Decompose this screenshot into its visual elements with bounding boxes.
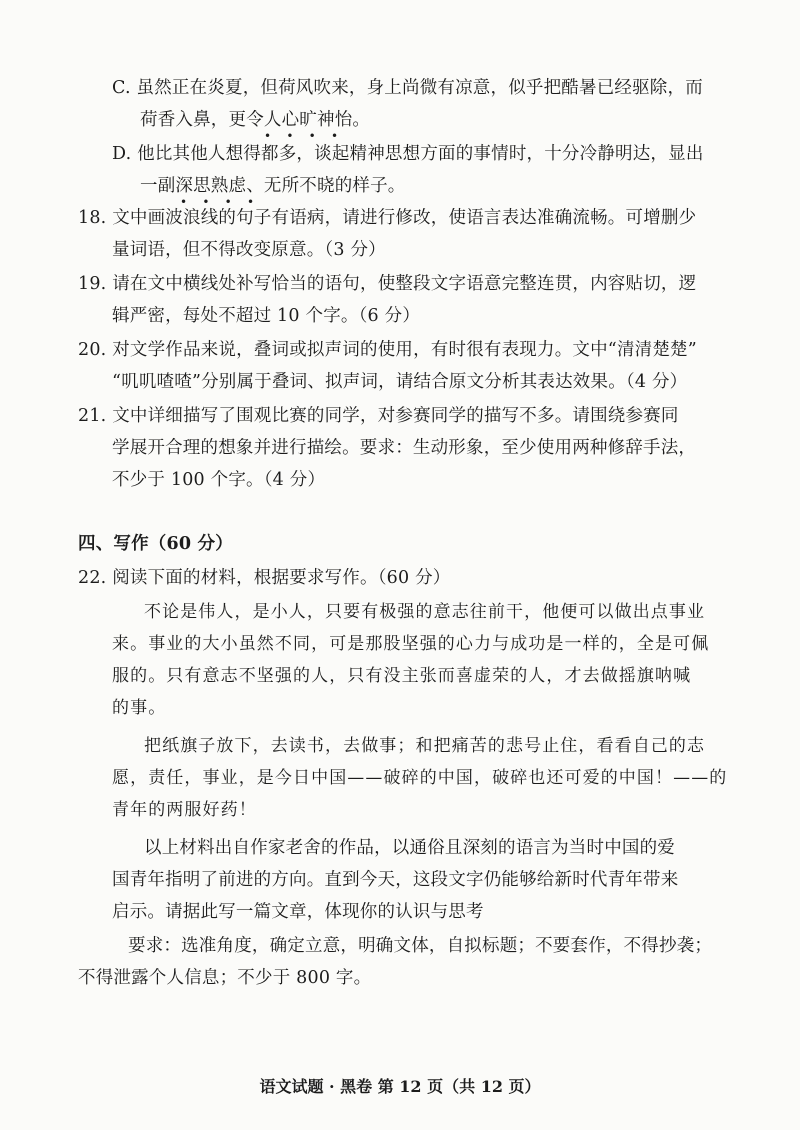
question-18-line-2: 量词语，但不得改变原意。（3 分） — [112, 240, 386, 260]
material-1-line-4: 的事。 — [112, 698, 167, 718]
question-18-line-1: 18. 文中画波浪线的句子有语病，请进行修改，使语言表达准确流畅。可增删少 — [78, 208, 697, 228]
section-heading: 四、写作（60 分） — [78, 534, 233, 554]
question-19-line-1: 19. 请在文中横线处补写恰当的语句，使整段文字语意完整连贯，内容贴切，逻 — [78, 274, 697, 294]
emphasis-dots: • • • • — [180, 195, 255, 209]
material-2-line-1: 把纸旗子放下，去读书，去做事；和把痛苦的悲号止住，看看自己的志 — [144, 736, 706, 756]
option-c-line-1: C. 虽然正在炎夏，但荷风吹来，身上尚微有凉意，似乎把酷暑已经驱除，而 — [112, 78, 703, 98]
prompt-line-1: 以上材料出自作家老舍的作品，以通俗且深刻的语言为当时中国的爱 — [144, 838, 675, 858]
question-20-line-2: “叽叽喳喳”分别属于叠词、拟声词，请结合原文分析其表达效果。（4 分） — [112, 372, 688, 392]
material-1-line-2: 来。事业的大小虽然不同，可是那股坚强的心力与成功是一样的，全是可佩 — [112, 634, 710, 654]
material-2-line-2: 愿，责任，事业，是今日中国——破碎的中国，破碎也还可爱的中国！——的 — [112, 768, 728, 788]
question-22: 22. 阅读下面的材料，根据要求写作。（60 分） — [78, 568, 451, 588]
question-21-line-1: 21. 文中详细描写了围观比赛的同学，对参赛同学的描写不多。请围绕参赛同 — [78, 406, 679, 426]
question-19-line-2: 辑严密，每处不超过 10 个字。（6 分） — [112, 306, 421, 326]
option-c-line-2: 荷香入鼻，更令人心旷神怡。 — [140, 110, 371, 130]
material-1-line-1: 不论是伟人，是小人，只要有极强的意志往前干，他便可以做出点事业 — [144, 602, 706, 622]
question-20-line-1: 20. 对文学作品来说，叠词或拟声词的使用，有时很有表现力。文中“清清楚楚” — [78, 340, 697, 360]
prompt-line-3: 启示。请据此写一篇文章，体现你的认识与思考 — [112, 902, 484, 922]
emphasis-dots: • • • • — [264, 129, 339, 143]
material-2-line-3: 青年的两服好药！ — [112, 800, 257, 820]
question-21-line-3: 不少于 100 个字。（4 分） — [112, 470, 326, 490]
requirements-line-1: 要求：选准角度，确定立意，明确文体，自拟标题；不要套作，不得抄袭； — [128, 936, 713, 956]
prompt-line-2: 国青年指明了前进的方向。直到今天，这段文字仍能够给新时代青年带来 — [112, 870, 679, 890]
material-1-line-3: 服的。只有意志不坚强的人，只有没主张而喜虚荣的人，才去做摇旗呐喊 — [112, 666, 692, 686]
option-d-line-1: D. 他比其他人想得都多，谈起精神思想方面的事情时，十分冷静明达，显出 — [112, 144, 704, 164]
requirements-line-2: 不得泄露个人信息；不少于 800 字。 — [78, 968, 372, 988]
option-d-line-2: 一副深思熟虑、无所不晓的样子。 — [140, 176, 406, 196]
question-21-line-2: 学展开合理的想象并进行描绘。要求：生动形象，至少使用两种修辞手法， — [112, 438, 697, 458]
page-footer: 语文试题 · 黑卷 第 12 页（共 12 页） — [259, 1077, 541, 1096]
